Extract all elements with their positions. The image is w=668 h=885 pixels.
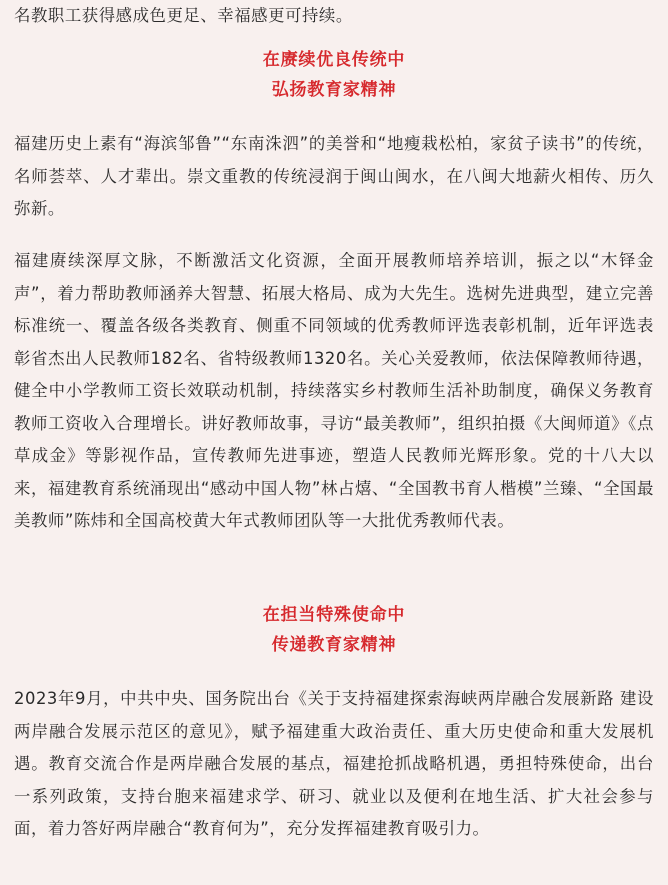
section2-heading [0,600,668,660]
section1-paragraph-1: 福建历史上素有“海滨邹鲁”“东南洙泗”的美誉和“地瘦栽松柏，家贫子读书”的传统，名师荟萃、人才辈出。崇文重教的传统浸润于闽山闽水，在八闽大地薪火相传、历久弥新。 [14,134,654,218]
intro-paragraph: 名教职工获得感成色更足、幸福感更可持续。 [14,6,353,25]
section2-heading-line2: 传递教育家精神 [271,635,397,655]
section2-paragraph-1: 2023年9月，中共中央、国务院出台《关于支持福建探索海峡两岸融合发展新路 建设两岸融合发展示范区的意见》，赋予福建重大政治责任、重大历史使命和重大发展机遇。教育交流合作是两岸融合发展的基点，福建抢抓战略机遇，勇担特殊使命，出台一系列政策，支持台胞来福建求学、研习、就业以及便利在地生活、扩大社会参与面，着力答好两岸融合“教育何为”，充分发挥福建教育吸引力。 [14,689,654,838]
section1-heading-line1: 在赓续优良传统中 [262,50,406,70]
section2-heading-line1: 在担当特殊使命中 [262,605,406,625]
section1-heading [0,45,668,105]
section1-heading-line2: 弘扬教育家精神 [271,80,397,100]
section1-paragraph-2: 福建赓续深厚文脉，不断激活文化资源，全面开展教师培养培训，振之以“木铎金声”，着力帮助教师涵养大智慧、拓展大格局、成为大先生。选树先进典型，建立完善标准统一、覆盖各级各类教育、侧重不同领域的优秀教师评选表彰机制，近年评选表彰省杰出人民教师182名、省特级教师1320名。关心关爱教师，依法保障教师待遇，健全中小学教师工资长效联动机制，持续落实乡村教师生活补助制度，确保义务教育教师工资收入合理增长。讲好教师故事，寻访“最美教师”，组织拍摄《大闽师道》《点草成金》等影视作品，宣传教师先进事迹，塑造人民教师光辉形象。党的十八大以来，福建教育系统涌现出“感动中国人物”林占熺、“全国教书育人楷模”兰臻、“全国最美教师”陈炜和全国高校黄大年式教师团队等一大批优秀教师代表。 [14,251,654,530]
